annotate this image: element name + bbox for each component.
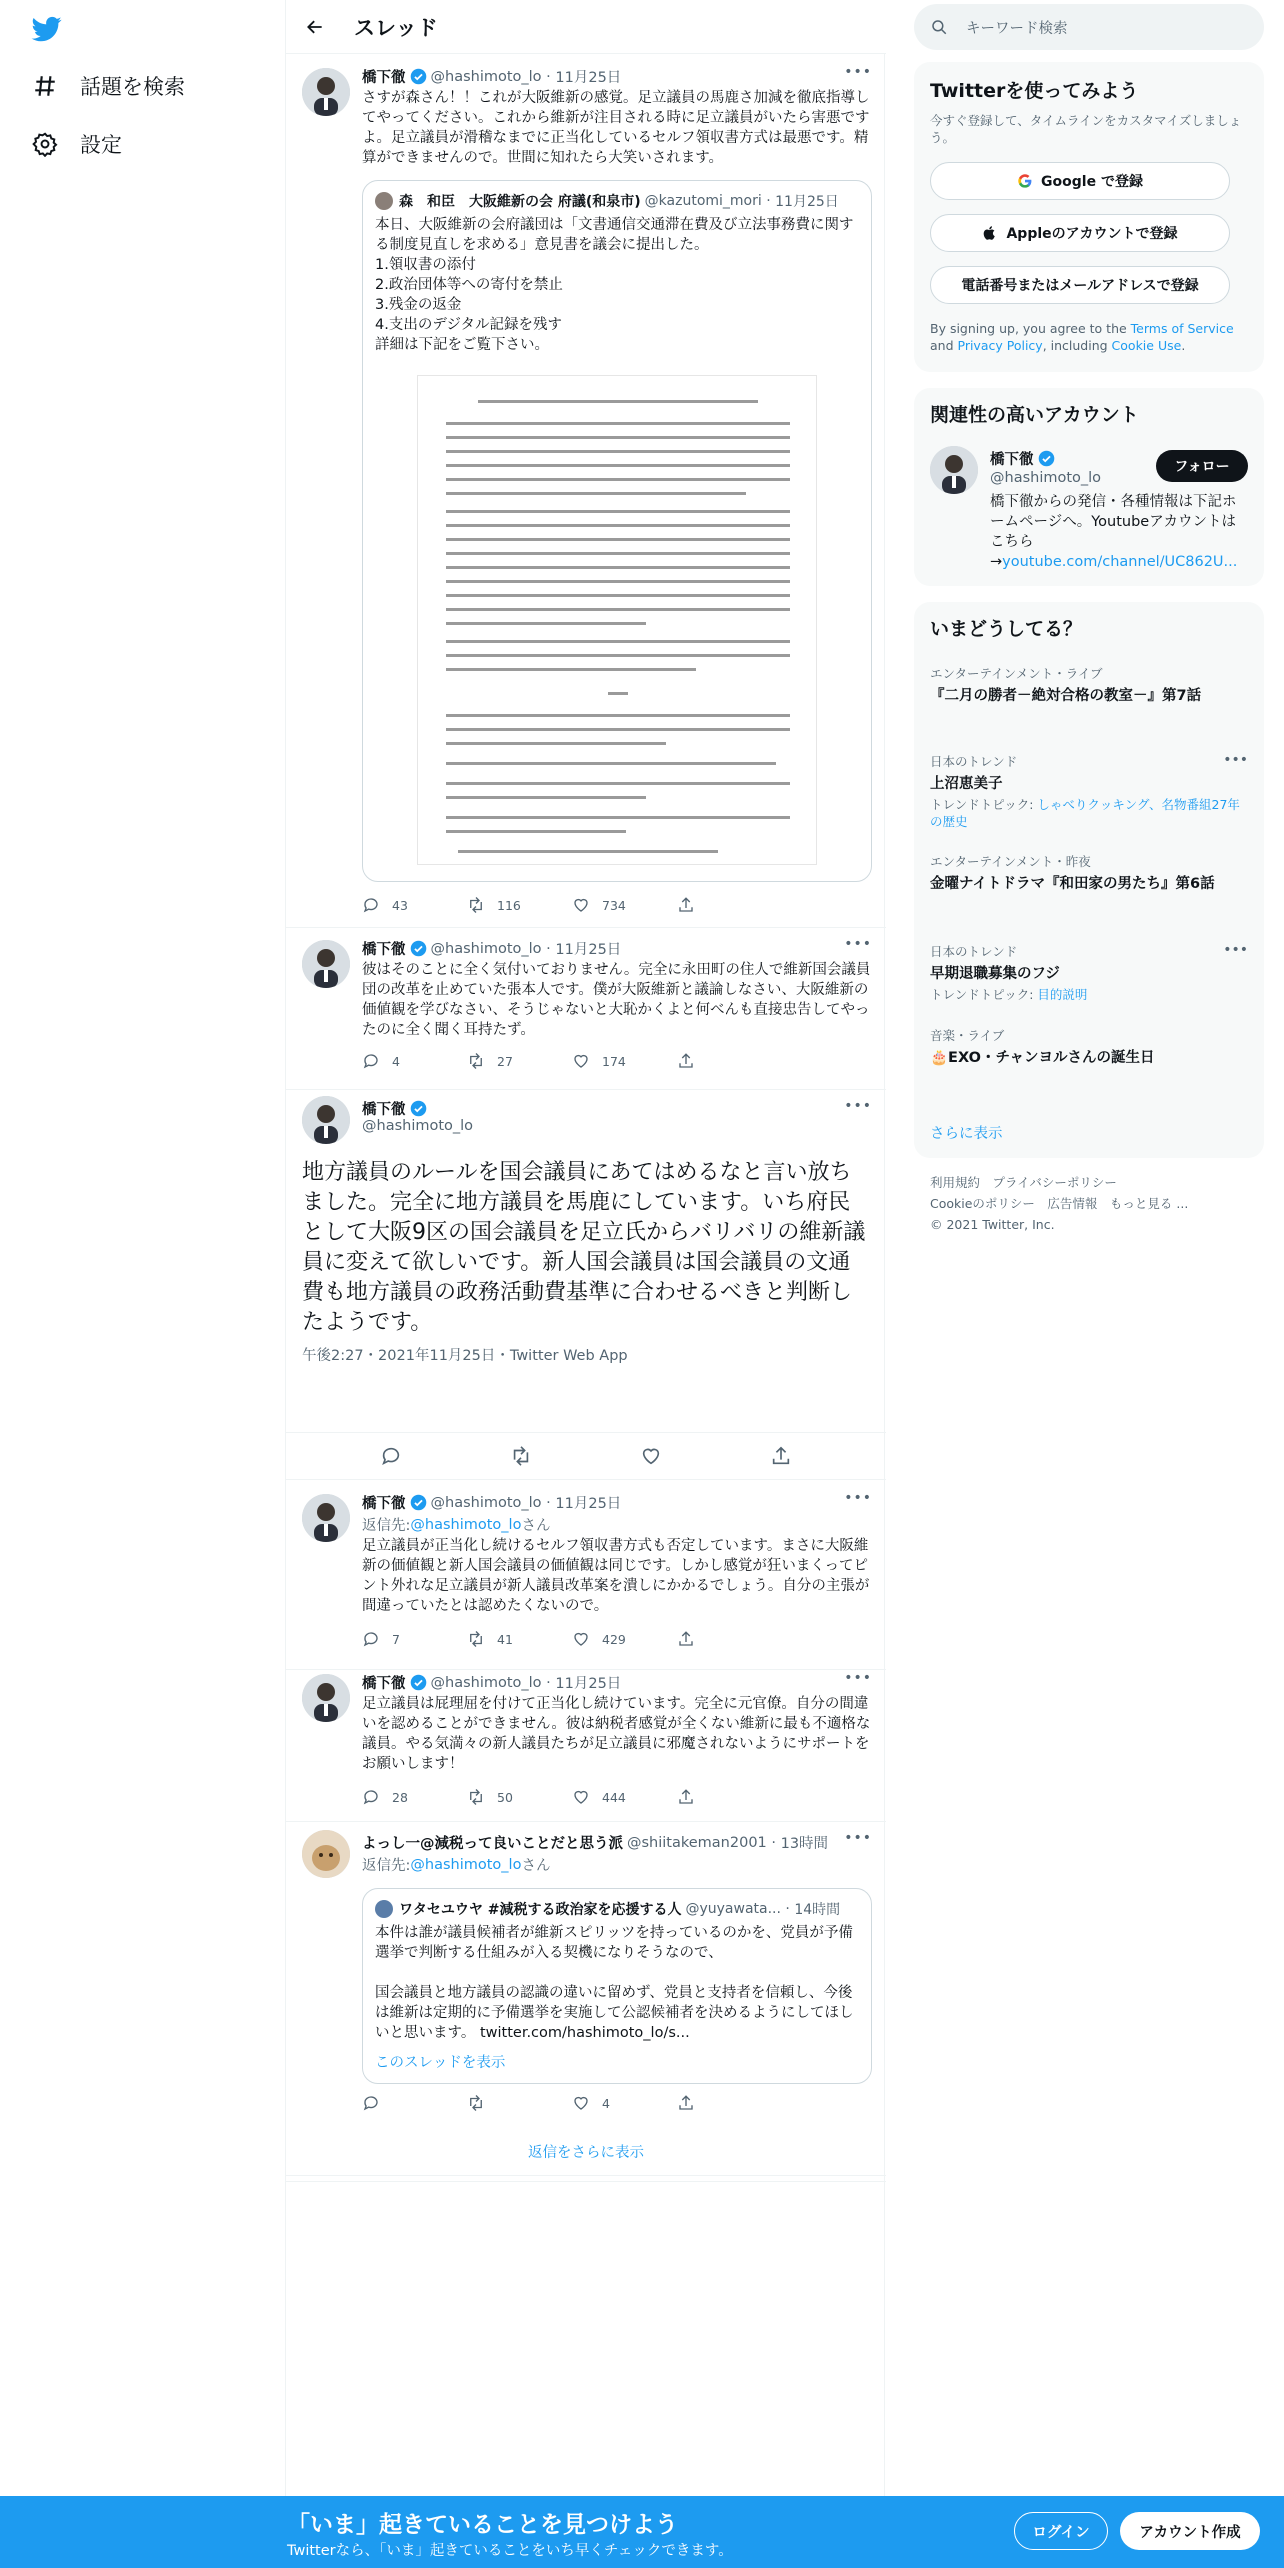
quote-date: 11月25日 [775, 194, 839, 210]
left-navigation [0, 0, 285, 2568]
terms-end: . [1181, 338, 1186, 353]
tweet-text: 彼はそのことに全く気付いておりません。完全に永田町の住人で維新国会議員団の改革を止めていた張本人です。僕が大阪維新と議論しなさい、大阪維新の価値観を学びなさい、そうじゃないと大恥かくよと何べんも直接忠告してやったのに全く聞く耳持たず。 [362, 962, 871, 1038]
trends-card [914, 602, 1264, 1158]
trend-title: 🎂EXO・チャンヨルさんの誕生日 [930, 1050, 1155, 1066]
signup-terms [930, 320, 1250, 354]
like-count: 734 [602, 897, 626, 913]
apple-signup-label: Appleのアカウントで登録 [1006, 226, 1178, 242]
author-handle[interactable]: @hashimoto_lo [362, 1118, 474, 1134]
trend-title: 『二月の勝者－絶対合格の教室－』第7話 [930, 688, 1202, 704]
retweet-button[interactable] [467, 1788, 572, 1806]
phone-email-signup-button[interactable] [930, 266, 1230, 304]
like-count: 174 [602, 1053, 626, 1069]
related-name[interactable]: 橋下徹 [990, 452, 1034, 468]
quote-header: ワタセユウヤ #減税する政治家を応援する人 @yuyawata... · 14時間 [375, 1899, 840, 1919]
tweet-actions [362, 1052, 782, 1070]
related-bio-link[interactable]: youtube.com/channel/UC862U... [1002, 554, 1238, 570]
trend-topic [930, 796, 1248, 830]
signup-card-title: Twitterを使ってみよう [930, 80, 1139, 102]
reply-count: 43 [392, 897, 408, 913]
retweet-button[interactable] [467, 2094, 572, 2112]
reply-button[interactable] [362, 1052, 467, 1070]
like-count: 429 [602, 1631, 626, 1647]
related-title: 関連性の高いアカウント [930, 404, 1139, 426]
nav-explore[interactable] [30, 64, 185, 108]
terms-including: , including [1042, 338, 1112, 353]
twitter-logo-icon[interactable] [30, 14, 64, 44]
reply-to-suffix: さん [521, 1858, 551, 1874]
tweet[interactable] [286, 928, 886, 1090]
quote-author-handle: @yuyawata... [685, 1901, 781, 1917]
avatar[interactable] [302, 1830, 350, 1878]
google-signup-button[interactable] [930, 162, 1230, 200]
related-name-row [990, 448, 1059, 469]
share-button[interactable] [677, 1788, 782, 1806]
retweet-count: 27 [497, 1053, 513, 1069]
more-options-icon[interactable]: ••• [844, 1830, 872, 1846]
tweet-timestamp[interactable]: 午後2:27・2021年11月25日・Twitter Web App [302, 1348, 628, 1364]
like-count: 444 [602, 1789, 626, 1805]
like-button[interactable] [572, 2094, 677, 2112]
related-bio [990, 492, 1248, 572]
tweet-date[interactable]: 11月25日 [555, 1496, 622, 1512]
share-button[interactable] [770, 1445, 792, 1467]
verified-badge-icon [410, 1494, 427, 1511]
avatar[interactable] [302, 1494, 350, 1542]
signup-card [914, 62, 1264, 372]
more-options-icon[interactable]: ••• [844, 64, 872, 80]
search-icon [930, 18, 966, 36]
like-button[interactable] [572, 896, 677, 914]
signup-banner [0, 2496, 1284, 2568]
like-button[interactable] [572, 1630, 677, 1648]
back-arrow-icon[interactable] [300, 12, 330, 42]
author-name[interactable]: 橋下徹 [362, 1102, 406, 1118]
author-handle[interactable]: @hashimoto_lo [430, 1674, 542, 1691]
retweet-count: 50 [497, 1789, 513, 1805]
verified-badge-icon [410, 940, 427, 957]
trend-category: 日本のトレンド [930, 944, 1018, 959]
author-name[interactable]: 橋下徹 [362, 1676, 406, 1692]
reply-to-link[interactable]: @hashimoto_lo [410, 1516, 522, 1533]
trend-item[interactable] [930, 942, 1248, 1003]
verified-badge-icon [410, 1674, 427, 1691]
related-bio-text: 橋下徹からの発信・各種情報は下記ホームページへ。Youtubeアカウントはこちら → [990, 494, 1237, 570]
reply-to-suffix: さん [521, 1518, 551, 1534]
tweet-date[interactable]: 13時間 [780, 1836, 829, 1852]
tweet-actions [286, 1432, 886, 1480]
retweet-button[interactable] [467, 1630, 572, 1648]
reply-to-link[interactable]: @hashimoto_lo [410, 1856, 522, 1873]
create-account-button[interactable]: アカウント作成 [1120, 2512, 1260, 2550]
reply-button[interactable] [362, 896, 467, 914]
tweet-date[interactable]: 11月25日 [555, 942, 622, 958]
tweet-actions [362, 1630, 782, 1648]
like-count: 4 [602, 2095, 610, 2111]
trend-category: 音楽・ライブ [930, 1028, 1005, 1043]
thread-column [285, 0, 885, 2568]
verified-badge-icon [410, 68, 427, 85]
google-icon [1017, 173, 1033, 189]
reply-to-line [362, 1854, 550, 1875]
tweet-text: 足立議員は屁理屈を付けて正当化し続けています。完全に元官僚。自分の間違いを認めることができません。彼は納税者感覚が全くない維新に最も不適格な議員。やる気満々の新人議員たちが足立議員に邪魔されないようにサポートをお願いします！ [362, 1696, 871, 1772]
verified-badge-icon [1038, 450, 1055, 467]
quoted-tweet[interactable] [362, 180, 872, 882]
trend-title: 上沼恵美子 [930, 776, 1003, 792]
avatar[interactable] [302, 940, 350, 988]
tweet-header: 橋下徹 @hashimoto_lo · 11月25日 [362, 938, 621, 959]
author-name[interactable]: 橋下徹 [362, 942, 406, 958]
reply-count: 4 [392, 1053, 400, 1069]
more-options-icon[interactable]: ••• [844, 1670, 872, 1686]
avatar[interactable] [302, 68, 350, 116]
cookie-link[interactable]: Cookie Use [1111, 338, 1182, 353]
quote-header: 森 和臣 大阪維新の会 府議(和泉市) @kazutomi_mori · 11月25日 [375, 191, 839, 211]
show-more-replies-link[interactable]: 返信をさらに表示 [286, 2122, 886, 2182]
tweet-header: 橋下徹 @hashimoto_lo · 11月25日 [362, 1672, 621, 1693]
tweet-date[interactable]: 11月25日 [555, 70, 622, 86]
tweet-header: 橋下徹 @hashimoto_lo · 11月25日 [362, 1492, 621, 1513]
trend-item[interactable] [930, 664, 1248, 706]
author-handle[interactable]: @hashimoto_lo [430, 1494, 542, 1511]
reply-to-prefix: 返信先: [362, 1518, 411, 1534]
retweet-button[interactable] [510, 1445, 532, 1467]
signup-card-subtitle: 今すぐ登録して、タイムラインをカスタマイズしましょう。 [930, 113, 1242, 145]
quote-text: 本件は誰が議員候補者が維新スピリッツを持っているのかを、党員が予備選挙で判断する仕組みが入る契機になりそうなので、 国会議員と地方議員の認識の違いに留めず、党員と支持者を信頼し、今後は維新は定期的に予備選挙を実施して公認候補者を決めるようにしてほしいと思います。 twitter.com/hashimoto_lo/s... [375, 1925, 854, 2041]
reply-to-line [362, 1514, 550, 1535]
terms-and: and [930, 338, 958, 353]
privacy-link[interactable]: Privacy Policy [957, 338, 1043, 353]
related-avatar[interactable] [930, 446, 978, 494]
reply-button[interactable] [362, 1630, 467, 1648]
trend-item[interactable] [930, 852, 1248, 894]
quote-text: 本日、大阪維新の会府議団は「文書通信交通滞在費及び立法事務費に関する制度見直しを求める」意見書を議会に提出した。 1.領収書の添付 2.政治団体等への寄付を禁止 3.残金の返金 4.支出のデジタル記録を残す 詳細は下記をご覧下さい。 [375, 217, 854, 353]
thread-header [286, 0, 886, 54]
apple-signup-button[interactable] [930, 214, 1230, 252]
tweet-header [362, 1098, 431, 1119]
author-name[interactable]: 橋下徹 [362, 1496, 406, 1512]
nav-explore-label: 話題を検索 [80, 75, 185, 99]
follow-button[interactable]: フォロー [1156, 450, 1248, 482]
author-handle[interactable]: @shiitakeman2001 [627, 1834, 767, 1851]
more-options-icon[interactable]: ••• [844, 1490, 872, 1506]
nav-settings-label: 設定 [80, 133, 122, 157]
more-options-icon[interactable]: ••• [844, 936, 872, 952]
quoted-tweet[interactable] [362, 1888, 872, 2084]
tweet-text: 足立議員が正当化し続けるセルフ領収書方式も否定しています。まさに大阪維新の価値観と新人国会議員の価値観は同じです。しかし感覚が狂いまくってピント外れな足立議員が新人議員改革案を潰しにかかるでしょう。自分の主張が間違っていたとは認めたくないので。 [362, 1538, 870, 1614]
hashtag-icon [30, 71, 60, 101]
focused-tweet [286, 1090, 886, 1490]
tweet-actions [362, 2094, 782, 2112]
trend-item[interactable] [930, 752, 1248, 830]
avatar[interactable] [302, 1674, 350, 1722]
tweet-actions [362, 896, 782, 914]
trend-topic-link[interactable]: しゃべりクッキング、名物番組27年の歴史 [930, 797, 1240, 829]
quote-date: 14時間 [794, 1902, 841, 1918]
show-thread-link[interactable]: このスレッドを表示 [375, 2055, 506, 2071]
trend-title: 金曜ナイトドラマ『和田家の男たち』第6話 [930, 876, 1215, 892]
share-button[interactable] [677, 2094, 782, 2112]
page-title: スレッド [354, 15, 438, 40]
author-handle[interactable]: @hashimoto_lo [430, 940, 542, 957]
retweet-button[interactable] [467, 896, 572, 914]
banner-headline: 「いま」起きていることを見つけよう [287, 2512, 678, 2538]
reply-to-prefix: 返信先: [362, 1858, 411, 1874]
trend-title: 早期退職募集のフジ [930, 966, 1060, 982]
reply-tweet[interactable] [286, 1490, 886, 1670]
nav-settings[interactable] [30, 122, 122, 166]
tweet-text: 地方議員のルールを国会議員にあてはめるなと言い放ちました。完全に地方議員を馬鹿にしています。いち府民として大阪9区の国会議員を足立氏からバリバリの維新議員に変えて欲しいです。新人国会議員は国会議員の文通費も地方議員の政務活動費基準に合わせるべきと判断したようです。 [302, 1160, 866, 1335]
terms-prefix: By signing up, you agree to the [930, 321, 1131, 336]
related-handle[interactable]: @hashimoto_lo [990, 470, 1102, 486]
author-name[interactable]: 橋下徹 [362, 70, 406, 86]
share-button[interactable] [677, 896, 782, 914]
author-handle[interactable]: @hashimoto_lo [430, 68, 542, 85]
retweet-count: 41 [497, 1631, 513, 1647]
terms-link[interactable]: Terms of Service [1130, 321, 1234, 336]
reply-button[interactable] [362, 2094, 467, 2112]
like-button[interactable] [572, 1788, 677, 1806]
trend-item[interactable] [930, 1026, 1248, 1068]
quote-author-name: 森 和臣 大阪維新の会 府議(和泉市) [399, 194, 641, 210]
tweet-text: さすが森さん！！これが大阪維新の感覚。足立議員の馬鹿さ加減を徹底指導してやってください。これから維新が注目される時に足立議員がいたら害悪ですよ。足立議員が滑稽なまでに正当化しているセルフ領収書方式は最悪です。精算ができませんので。世間に知れたら大笑いされます。 [362, 90, 870, 166]
like-button[interactable] [572, 1052, 677, 1070]
tweet-header: よっし一@減税って良いことだと思う派 @shiitakeman2001 · 13時間 [362, 1832, 828, 1853]
author-name[interactable]: よっし一@減税って良いことだと思う派 [362, 1836, 623, 1852]
apple-icon [982, 225, 998, 241]
gear-icon [30, 129, 60, 159]
trend-more-icon[interactable]: ••• [1223, 942, 1248, 958]
quote-author-name: ワタセユウヤ #減税する政治家を応援する人 [399, 1902, 682, 1918]
avatar[interactable] [302, 1096, 350, 1144]
copyright: © 2021 Twitter, Inc. [930, 1217, 1055, 1232]
reply-button[interactable] [380, 1445, 402, 1467]
share-button[interactable] [677, 1630, 782, 1648]
reply-count: 7 [392, 1631, 400, 1647]
banner-subtext: Twitterなら、「いま」起きていることをいち早くチェックできます。 [287, 2543, 733, 2559]
document-image[interactable] [417, 375, 817, 865]
retweet-button[interactable] [467, 1052, 572, 1070]
reply-button[interactable] [362, 1788, 467, 1806]
tweet-date[interactable]: 11月25日 [555, 1676, 622, 1692]
tweet[interactable] [286, 56, 886, 928]
search-placeholder: キーワード検索 [966, 20, 1068, 37]
footer-line-1[interactable]: 利用規約 プライバシーポリシー [930, 1175, 1117, 1190]
login-button[interactable]: ログイン [1014, 2512, 1108, 2550]
phone-email-signup-label: 電話番号またはメールアドレスで登録 [961, 278, 1199, 294]
reply-count: 28 [392, 1789, 408, 1805]
quote-avatar [375, 1900, 393, 1918]
tweet-actions [362, 1788, 782, 1806]
search-input[interactable] [914, 4, 1264, 50]
quote-author-handle: @kazutomi_mori [644, 193, 762, 209]
trend-category: エンターテインメント・ライブ [930, 666, 1103, 681]
verified-badge-icon [410, 1100, 427, 1117]
trend-category: 日本のトレンド [930, 754, 1018, 769]
quote-avatar [375, 192, 393, 210]
trend-topic-link[interactable]: 目的説明 [1037, 987, 1088, 1002]
trends-show-more-link[interactable]: さらに表示 [930, 1126, 1003, 1142]
google-signup-label: Google で登録 [1041, 174, 1143, 190]
tweet-header: 橋下徹 @hashimoto_lo · 11月25日 [362, 66, 621, 87]
trend-category: エンターテインメント・昨夜 [930, 854, 1091, 869]
reply-tweet[interactable] [286, 1670, 886, 1822]
like-button[interactable] [640, 1445, 662, 1467]
trend-topic-prefix: トレンドトピック: [930, 797, 1038, 812]
footer-links [930, 1172, 1250, 1235]
trends-title: いまどうしてる？ [930, 618, 1083, 640]
trend-more-icon[interactable]: ••• [1223, 752, 1248, 768]
more-options-icon[interactable]: ••• [844, 1098, 872, 1114]
related-accounts-card [914, 388, 1264, 586]
trend-topic [930, 986, 1248, 1003]
share-button[interactable] [677, 1052, 782, 1070]
footer-line-2[interactable]: Cookieのポリシー 広告情報 もっと見る ... [930, 1196, 1189, 1211]
retweet-count: 116 [497, 897, 521, 913]
trend-topic-prefix: トレンドトピック: [930, 987, 1038, 1002]
